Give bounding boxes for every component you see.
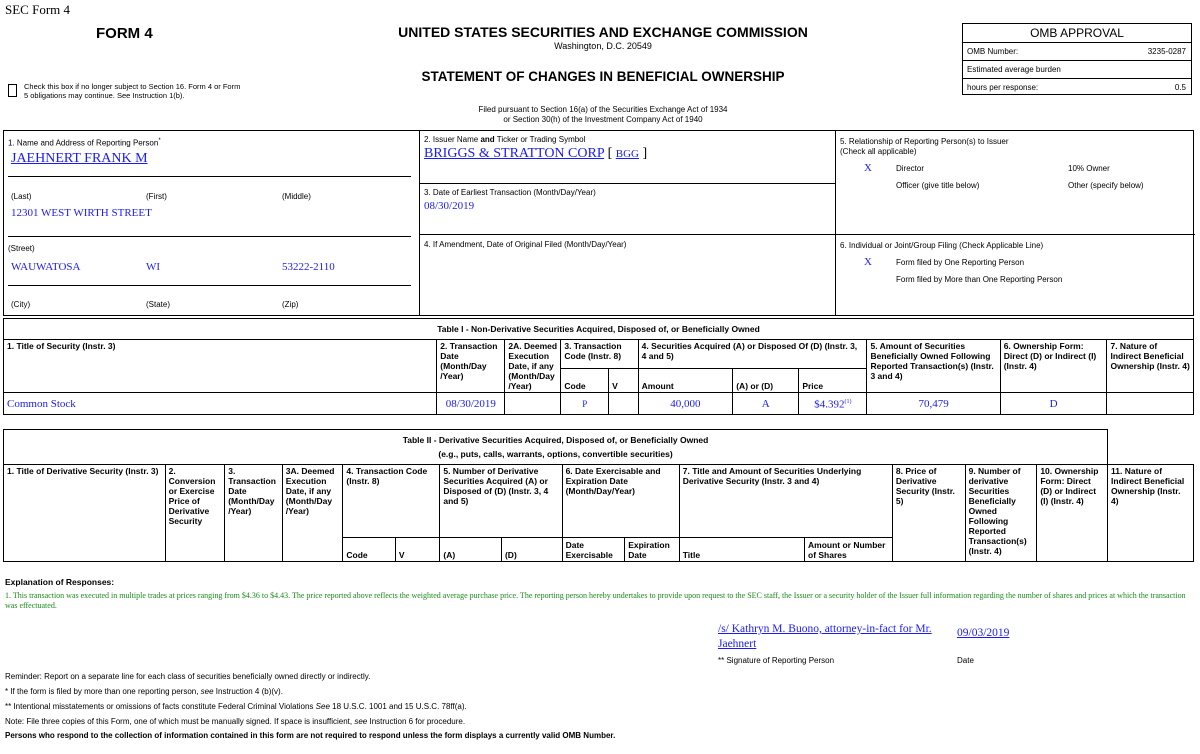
section6-label: 6. Individual or Joint/Group Filing (Check Applicable Line) — [840, 241, 1044, 250]
signature-link[interactable]: /s/ Kathryn M. Buono, attorney-in-fact for Mr. Jaehnert — [718, 623, 932, 650]
doc-label: SEC Form 4 — [5, 2, 71, 17]
t1-row-title: Common Stock — [4, 393, 437, 415]
t2-header-exercisable: 6. Date Exercisable and Expiration Date (Month/Day/Year) — [562, 465, 679, 538]
footer-note-copies: Note: File three copies of this Form, one of which must be manually signed. If space is insufficient, see Instruction 6 for procedure. — [5, 717, 466, 726]
footer-note-star: * If the form is filed by more than one reporting person, see Instruction 4 (b)(v). — [5, 687, 283, 696]
section4-label: 4. If Amendment, Date of Original Filed (Month/Day/Year) — [424, 240, 627, 249]
city-label: (City) — [11, 300, 31, 309]
issuer-name-link[interactable]: BRIGGS & STRATTON CORP — [424, 146, 605, 161]
t2-header-number: 5. Number of Derivative Securities Acquired (A) or Disposed of (D) (Instr. 3, 4 and 5) — [440, 465, 562, 538]
footer-note-double-star: ** Intentional misstatements or omissions of facts constitute Federal Criminal Violations See 18 U.S.C. 1001 and 15 U.S.C. 78ff(a). — [5, 702, 467, 711]
more-persons-label: Form filed by More than One Reporting Person — [896, 275, 1063, 284]
t2-sub-a: (A) — [440, 538, 502, 562]
street-value: 12301 WEST WIRTH STREET — [11, 207, 152, 219]
t2-sub-code: Code — [343, 538, 396, 562]
middle-label: (Middle) — [282, 192, 311, 201]
table2-caption: Table II - Derivative Securities Acquired, Disposed of, or Beneficially Owned (e.g., puts, calls, warrants, options, convertible securities) — [4, 430, 1108, 465]
t2-header-title: 1. Title of Derivative Security (Instr. 3) — [4, 465, 166, 562]
form-title: FORM 4 — [96, 25, 153, 42]
t2-sub-amount: Amount or Number of Shares — [805, 538, 893, 562]
t1-sub-code: Code — [561, 368, 609, 392]
no-longer-subject-checkbox[interactable] — [8, 84, 17, 99]
one-person-mark[interactable]: X — [864, 256, 872, 268]
t2-sub-title: Title — [679, 538, 804, 562]
t1-row-amount: 40,000 — [638, 393, 733, 415]
agency-title: UNITED STATES SECURITIES AND EXCHANGE COMMISSION — [398, 24, 808, 40]
t2-header-deemed: 3A. Deemed Execution Date, if any (Month/Day /Year) — [282, 465, 343, 562]
t2-header-form: 10. Ownership Form: Direct (D) or Indirect (I) (Instr. 4) — [1037, 465, 1108, 562]
t2-header-price: 8. Price of Derivative Security (Instr. 5) — [892, 465, 965, 562]
t1-header-securities: 4. Securities Acquired (A) or Disposed Of (D) (Instr. 3, 4 and 5) — [638, 340, 867, 369]
t2-sub-d: (D) — [501, 538, 562, 562]
ten-percent-owner-label: 10% Owner — [1068, 164, 1110, 173]
checkbox-text: Check this box if no longer subject to Section 16. Form 4 or Form 5 obligations may continue. See Instruction 1(b). — [24, 82, 241, 100]
footer-reminder: Reminder: Report on a separate line for each class of securities beneficially owned directly or indirectly. — [5, 672, 371, 681]
t1-header-date: 2. Transaction Date (Month/Day /Year) — [437, 340, 505, 393]
t2-sub-exercisable: Date Exercisable — [562, 538, 625, 562]
omb-title: OMB APPROVAL — [963, 24, 1191, 43]
t1-row-nature — [1107, 393, 1194, 415]
t1-row-v — [609, 393, 638, 415]
date-label: Date — [957, 656, 974, 665]
t2-header-owned: 9. Number of derivative Securities Beneficially Owned Following Reported Transaction(s) (Instr. 4) — [965, 465, 1037, 562]
t1-header-owned: 5. Amount of Securities Beneficially Owned Following Reported Transaction(s) (Instr. 3 and 4) — [867, 340, 1000, 393]
statement-title: STATEMENT OF CHANGES IN BENEFICIAL OWNERSHIP — [421, 69, 785, 84]
omb-hours-label: hours per response: — [967, 83, 1039, 92]
footer-persons: Persons who respond to the collection of information contained in this form are not required to respond unless the form displays a currently valid OMB Number. — [5, 731, 616, 740]
zip-value: 53222-2110 — [282, 261, 335, 273]
section3-label: 3. Date of Earliest Transaction (Month/Day/Year) — [424, 188, 596, 197]
officer-label: Officer (give title below) — [896, 181, 980, 190]
first-label: (First) — [146, 192, 167, 201]
t1-row-price: $4.392$^{(1)}$ — [799, 393, 867, 415]
director-mark[interactable]: X — [864, 162, 872, 174]
explanation-heading: Explanation of Responses: — [5, 577, 115, 587]
one-person-label: Form filed by One Reporting Person — [896, 258, 1025, 267]
t2-sub-expiration: Expiration Date — [625, 538, 680, 562]
omb-number-label: OMB Number: — [967, 47, 1019, 56]
omb-approval-box — [962, 23, 1192, 95]
ticker-link[interactable]: BGG — [615, 148, 639, 160]
t1-row-a-or-d: A — [733, 393, 799, 415]
t1-header-deemed: 2A. Deemed Execution Date, if any (Month/Day /Year) — [505, 340, 561, 393]
issuer-line: BRIGGS & STRATTON CORP [ BGG ] — [424, 146, 648, 161]
t2-header-underlying: 7. Title and Amount of Securities Underlying Derivative Security (Instr. 3 and 4) — [679, 465, 892, 538]
t1-sub-price: Price — [799, 368, 867, 392]
t1-row-owned: 70,479 — [867, 393, 1000, 415]
table-1 — [3, 318, 1194, 415]
filed-line-2: or Section 30(h) of the Investment Company Act of 1940 — [503, 115, 703, 124]
table-row — [4, 393, 1194, 415]
state-value: WI — [146, 261, 161, 273]
t1-header-title: 1. Title of Security (Instr. 3) — [4, 340, 437, 393]
omb-burden-label: Estimated average burden — [963, 61, 1191, 79]
t2-header-code: 4. Transaction Code (Instr. 8) — [343, 465, 440, 538]
t2-header-conversion: 2. Conversion or Exercise Price of Derivative Security — [165, 465, 225, 562]
t1-header-form: 6. Ownership Form: Direct (D) or Indirect (I) (Instr. 4) — [1000, 340, 1107, 393]
omb-hours-value: 0.5 — [1174, 83, 1186, 92]
state-label: (State) — [146, 300, 171, 309]
table-2 — [3, 429, 1194, 562]
city-value: WAUWATOSA — [11, 261, 81, 273]
t2-header-date: 3. Transaction Date (Month/Day /Year) — [225, 465, 283, 562]
t1-row-form: D — [1000, 393, 1107, 415]
t1-sub-amount: Amount — [638, 368, 733, 392]
filed-line-1: Filed pursuant to Section 16(a) of the Securities Exchange Act of 1934 — [478, 105, 728, 114]
t1-row-date: 08/30/2019 — [437, 393, 505, 415]
t1-header-code: 3. Transaction Code (Instr. 8) — [561, 340, 638, 369]
omb-number-value: 3235-0287 — [1147, 47, 1186, 56]
t1-sub-a-or-d: (A) or (D) — [733, 368, 799, 392]
zip-label: (Zip) — [282, 300, 299, 309]
director-label: Director — [896, 164, 925, 173]
t1-row-code: P — [561, 393, 609, 415]
earliest-transaction-date: 08/30/2019 — [424, 200, 475, 212]
t1-row-deemed — [505, 393, 561, 415]
t1-header-nature: 7. Nature of Indirect Beneficial Ownership (Instr. 4) — [1107, 340, 1194, 393]
section2-label: 2. Issuer Name and Ticker or Trading Symbol — [424, 135, 586, 144]
signature-date-link[interactable]: 09/03/2019 — [957, 627, 1010, 639]
t2-sub-v: V — [395, 538, 439, 562]
t2-header-nature: 11. Nature of Indirect Beneficial Ownership (Instr. 4) — [1108, 465, 1194, 562]
table1-caption: Table I - Non-Derivative Securities Acquired, Disposed of, or Beneficially Owned — [4, 319, 1194, 340]
t1-sub-v: V — [609, 368, 638, 392]
agency-city: Washington, D.C. 20549 — [554, 41, 652, 51]
explanation-note-1: 1. This transaction was executed in multiple trades at prices ranging from $4.36 to $4.43. The price reported above reflects the weighted average purchase price. The reporting person hereby undertakes to provide upon request to the SEC staff, the Issuer or a security holder of the Issuer full information regarding the number of shares and prices at which the transaction was effectuated. — [5, 591, 1186, 610]
signature-label: ** Signature of Reporting Person — [718, 656, 835, 665]
street-label: (Street) — [8, 244, 35, 253]
last-label: (Last) — [11, 192, 32, 201]
other-label: Other (specify below) — [1068, 181, 1144, 190]
reporting-person-name-link[interactable]: JAEHNERT FRANK M — [11, 151, 148, 166]
section5-label: 5. Relationship of Reporting Person(s) to Issuer (Check all applicable) — [840, 137, 1009, 156]
section1-label: 1. Name and Address of Reporting Person* — [8, 138, 161, 148]
